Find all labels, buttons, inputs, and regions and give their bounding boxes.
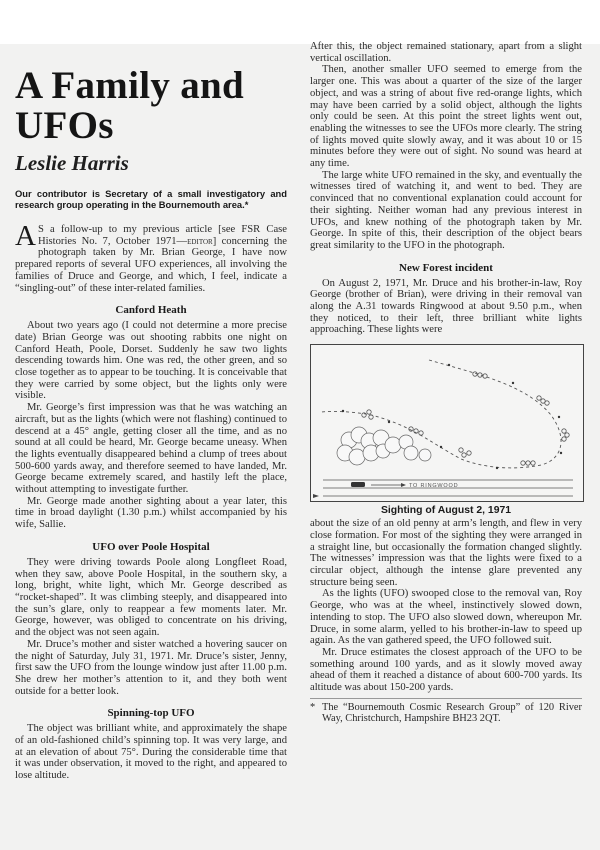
footnote-divider [310, 698, 582, 699]
body-paragraph: They were driving towards Poole along Longfleet Road, when they saw, above Poole Hospital, in the southern sky, a long, bright, white light, which Mr. George described as “rocket-shaped”. It was climbing steeply, and disappeared into the sun’s glare, only to reappear a few moments later. Mr. George, however, was obliged to concentrate on his driving, and the object was not seen again. [15, 556, 287, 639]
flight-path-illustration [311, 345, 583, 501]
body-paragraph: Mr. Druce estimates the closest approach of the UFO to be something around 100 yards, and as it slowly moved away ahead of them it reached a distance of about 600-700 yards. Its altitude was about 150-200 yards. [310, 646, 582, 694]
section-heading-canford-heath: Canford Heath [115, 304, 187, 317]
editor-tag: editor [187, 235, 213, 247]
footnote-marker: * [310, 701, 316, 713]
body-paragraph: On August 2, 1971, Mr. Druce and his brother-in-law, Roy George (brother of Brian), were driving in their removal van along the A.31 towards Ringwood at about 9.50 p.m., when they noticed, to their left, three brilliant white lights approaching. These lights were [310, 277, 582, 336]
section-heading-poole-hospital: UFO over Poole Hospital [92, 540, 210, 553]
title-line-2: UFOs [15, 104, 114, 147]
title-line-1: A Family and [15, 64, 244, 107]
body-paragraph: After this, the object remained stationary, apart from a slight vertical oscillation. [310, 41, 582, 64]
left-column [15, 44, 287, 782]
body-paragraph: The large white UFO remained in the sky, and eventually the witnesses tired of watching it, and went to bed. They are convinced that no conventional explanation could account for their sighting. Neither woman had any previous interest in UFOs, and knew nothing of the photograph taken by Mr. George. In spite of this, their description of the object bears great similarity to the UFO in the photograph. [310, 169, 582, 251]
body-paragraph: Mr. Druce’s mother and sister watched a hovering saucer on the night of Saturday, July 31, 1971. Mr. Druce’s sister, Jenny, first saw the UFO from the lounge window just after 11.00 p.m. She drew her mother’s attention to it, and they both went outside for a better look. [15, 638, 287, 697]
footnote: * The “Bournemouth Cosmic Research Group” of 120 River Way, Christchurch, Hampshire BH23 2QT. [310, 701, 582, 725]
article-title [15, 66, 287, 146]
author-byline: Leslie Harris [15, 151, 129, 175]
body-paragraph: The object was brilliant white, and approximately the shape of an old-fashioned child’s spinning top. It was very large, and at an elevation of about 75°. During the considerable time that it was under observation, it moved to the right, and appeared to lose altitude. [15, 723, 287, 782]
right-column [310, 41, 582, 725]
road-label: TO RINGWOOD [409, 483, 459, 490]
body-paragraph: As the lights (UFO) swooped close to the removal van, Roy George, who was at the wheel, instinctively slowed down, intending to stop. The UFO also slowed down, whereupon Mr. Druce, in some alarm, yelled to his brother-in-law to speed up again. As the van gathered speed, the UFO followed suit. [310, 588, 582, 647]
body-paragraph: About two years ago (I could not determine a more precise date) Brian George was out shooting rabbits one night on Canford Heath, Poole, Dorset. Suddenly he saw two lights descending towards him. One was red, the other green, and so close together as to appear to be touching. It is conceivable that they were carried by some object, but the lights only were visible. [15, 320, 287, 402]
body-paragraph: Then, another smaller UFO seemed to emerge from the larger one. This was about a quarter of the size of the larger object, and was a string of about five red-orange lights, which may have been carried by a solid object, although the lights only could be seen. At this point the street lights went out, enabling the witnesses to see the UFOs more clearly. The string of lights moved quite slowly away, and it was about 10 or 15 minutes before they were out of sight. No sound was heard at any time. [310, 64, 582, 170]
magazine-page [0, 41, 600, 850]
drop-cap: A [15, 220, 36, 252]
marker-icon [313, 494, 319, 498]
body-paragraph: Mr. George’s first impression was that he was watching an aircraft, but as the lights (which were not flashing) continued to descend at a 45° angle, getting closer all the time, and as no sound at all could be heard, Mr. George became uneasy. When the lights eventually disappeared behind a clump of trees about 500-600 yards away, and therefore seemed to have landed, Mr. George became extremely scared, and hastily left the place, without attempting to investigate further. [15, 402, 287, 496]
standfirst: Our contributor is Secretary of a small investigatory and research group operating in the Bournemouth area.* [15, 188, 287, 210]
section-heading-spinning-top: Spinning-top UFO [107, 707, 195, 720]
body-paragraph: about the size of an old penny at arm’s length, and flew in very close formation. For most of the sighting they were arranged in a straight line, but occasionally the formation changed slightly. The witnesses’ impression was that the lights were fixed to a circular object, although the intense glare prevented any structure being seen. [310, 518, 582, 588]
van-icon [351, 482, 365, 487]
figure-caption: Sighting of August 2, 1971 [380, 505, 512, 517]
sighting-diagram [310, 344, 584, 502]
arrow-right-icon [401, 483, 406, 487]
body-paragraph: Mr. George made another sighting about a year later, this time in broad daylight (1.30 p.m.) whilst accompanied by his wife, Sallie. [15, 495, 287, 531]
intro-paragraph: A S a follow-up to my previous article [see FSR Case Histories No. 7, October 1971—editor] concerning the photograph taken by Mr. Brian George, I have now prepared reports of several UFO experiences, all involving the families of Druce and George, and which, I feel, indicate a “singling-out” of these inter-related families. [15, 220, 287, 294]
section-heading-new-forest: New Forest incident [399, 261, 493, 274]
